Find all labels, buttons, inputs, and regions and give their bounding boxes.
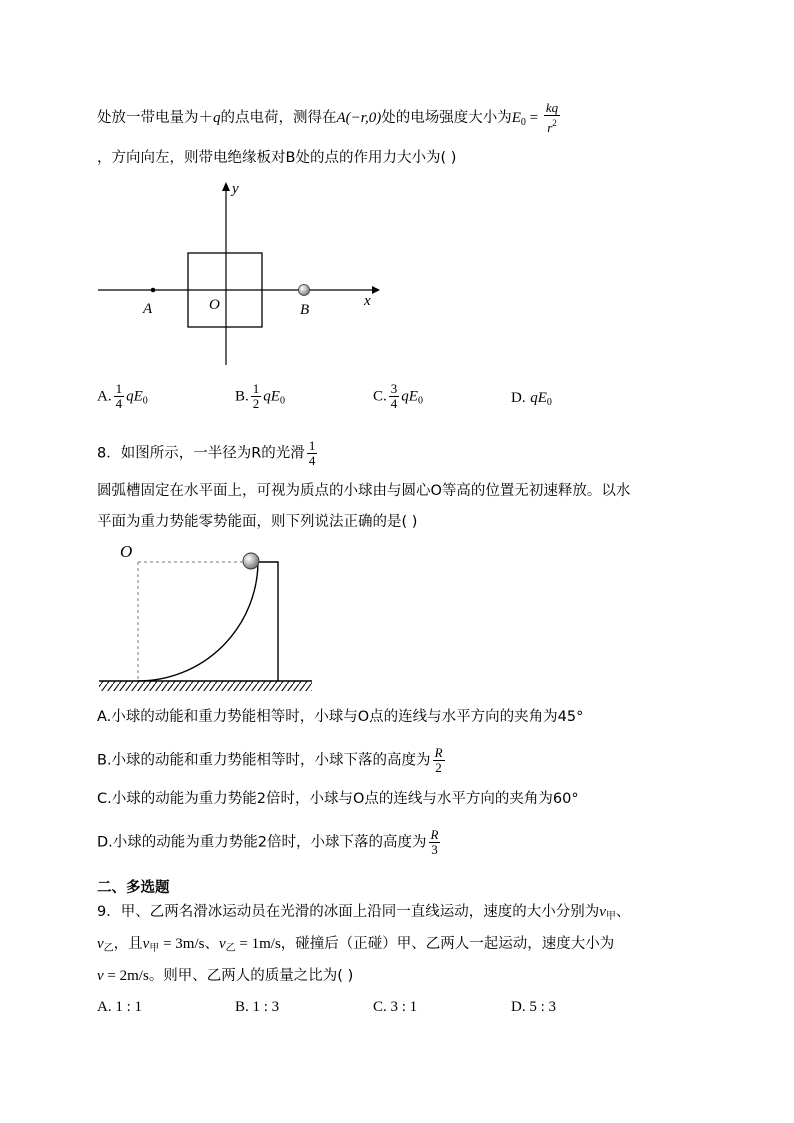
- label-o: O: [209, 297, 220, 313]
- q8-figure: [95, 540, 325, 700]
- q7-figure: [90, 178, 390, 368]
- q7-stem-line2: ，方向向左，则带电绝缘板对B处的点的作用力大小为( ): [97, 150, 457, 166]
- ground-hatch: [99, 681, 312, 691]
- q7-option-b[interactable]: B. $\frac{1}{2}$ $qE_0$: [235, 381, 285, 411]
- q7-option-c[interactable]: C. $\frac{3}{4}$ $qE_0$: [373, 381, 423, 411]
- x-label: x: [364, 293, 371, 309]
- q9-stem-line2: $v_乙$，且$v_甲 = 3m/s$、$v_乙 = 1m/s$，碰撞后（正碰）甲、乙两人一起运动，速度大小为: [97, 936, 615, 954]
- q8-option-a[interactable]: A.小球的动能和重力势能相等时，小球与O点的连线与水平方向的夹角为45°: [97, 709, 584, 725]
- q8-stem-line3: 平面为重力势能零势能面，则下列说法正确的是( ): [97, 514, 418, 530]
- radius-guides: [138, 562, 258, 681]
- q9-option-d[interactable]: D. 5 : 3: [511, 999, 556, 1015]
- q9-stem-line1: 9．甲、乙两名滑冰运动员在光滑的冰面上沿同一直线运动，速度的大小分别为$v_甲$、: [97, 904, 631, 922]
- q9-option-c[interactable]: C. 3 : 1: [373, 999, 418, 1015]
- q7-point-a-expr: A(−r,0): [336, 110, 382, 126]
- q7-field-fraction: $\frac{kq}{r^2}$: [545, 100, 559, 135]
- q9-option-b[interactable]: B. 1 : 3: [235, 999, 280, 1015]
- x-axis-arrow-icon: [372, 286, 380, 294]
- q9-stem-line3: v = 2m/s。则甲、乙两人的质量之比为( ): [97, 968, 354, 984]
- y-axis-arrow-icon: [222, 182, 230, 191]
- q7-text-b: 的点电荷，测得在: [220, 110, 337, 126]
- section-heading: 二、多选题: [97, 880, 170, 896]
- q8-option-b[interactable]: B.小球的动能和重力势能相等时，小球下落的高度为 $\frac{R}{2}$: [97, 745, 443, 775]
- q8-stem-line1: 8．如图所示，一半径为R的光滑 $\frac{1}{4}$: [97, 438, 316, 468]
- quarter-arc-track: [138, 562, 258, 681]
- q7-text-a: 处放一带电量为＋: [97, 110, 213, 126]
- q7-stem-line1: [97, 101, 562, 135]
- q7-text-c: 处的电场强度大小为: [381, 110, 512, 126]
- q7-option-a[interactable]: A. $\frac{1}{4}$ $qE_0$: [97, 381, 148, 411]
- q8-stem-line2: 圆弧槽固定在水平面上，可视为质点的小球由与圆心O等高的位置无初速释放。以水: [97, 483, 631, 499]
- ball: [243, 553, 259, 569]
- q7-e0: $E_0$: [511, 110, 526, 128]
- track-support: [258, 562, 278, 681]
- q7-charge-q: q: [213, 110, 221, 126]
- point-a-dot: [151, 288, 156, 293]
- q8-option-c[interactable]: C.小球的动能为重力势能2倍时，小球与O点的连线与水平方向的夹角为60°: [97, 791, 579, 807]
- point-b-ball: [299, 285, 310, 296]
- q8-quarter-fraction: $\frac{1}{4}$: [308, 438, 316, 468]
- label-b: B: [300, 302, 310, 318]
- q7-equals: =: [525, 110, 542, 126]
- q7-option-d[interactable]: D. $qE_0$: [511, 390, 552, 408]
- q9-option-a[interactable]: A. 1 : 1: [97, 999, 142, 1015]
- center-label-o: O: [120, 542, 133, 561]
- y-label: y: [232, 181, 239, 197]
- q8-option-d[interactable]: D.小球的动能为重力势能2倍时，小球下落的高度为 $\frac{R}{3}$: [97, 827, 439, 857]
- label-a: A: [143, 301, 153, 317]
